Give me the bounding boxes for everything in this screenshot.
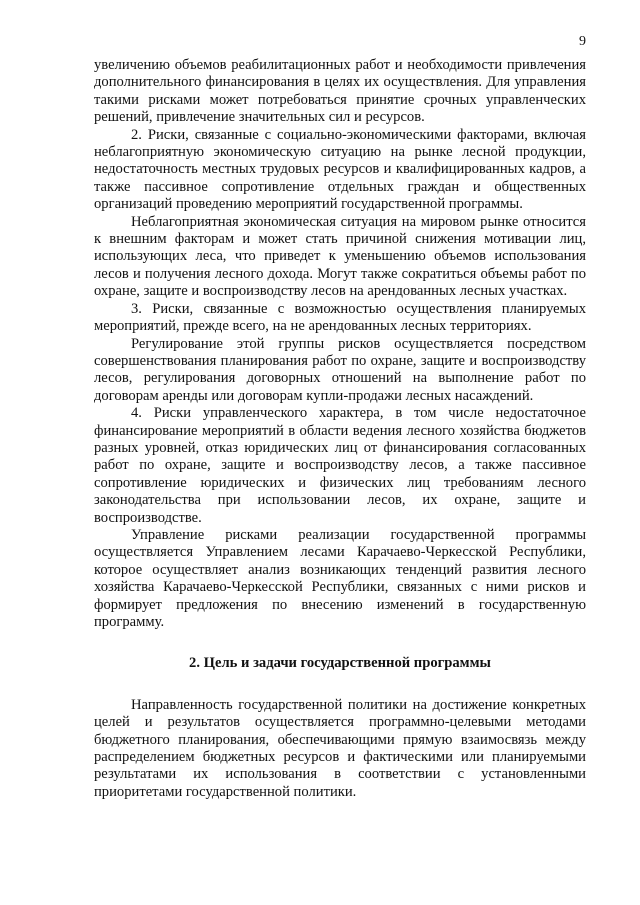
paragraph-policy: Направленность государственной политики на достижение конкретных целей и результатов осуществляется программно-целевыми методами бюджетного планирования, обеспечивающими прямую взаимосвязь между распределением бюджетных ресурсов и фактическими или планируемыми результатами их использования в соответствии с установленными приоритетами государственной политики.	[94, 696, 586, 800]
page-number: 9	[579, 34, 586, 49]
paragraph-economic-situation: Неблагоприятная экономическая ситуация на мировом рынке относится к внешним факторам и может стать причиной снижения мотивации лиц, использующих леса, что приведет к уменьшению объемов использования лесов и получения лесного дохода. Могут также сократиться объемы работ по охране, защите и воспроизводству лесов на арендованных лесных участках.	[94, 213, 586, 300]
paragraph-risk-2: 2. Риски, связанные с социально-экономическими факторами, включая неблагоприятную экономическую ситуацию на рынке лесной продукции, недостаточность местных трудовых ресурсов и квалифицированных кадров, а также пассивное сопротивление отдельных граждан и общественных организаций проведению мероприятий государственной программы.	[94, 126, 586, 213]
paragraph-risk-management: Управление рисками реализации государственной программы осуществляется Управлением лесами Карачаево-Черкесской Республики, которое осуществляет анализ возникающих тенденций развития лесного хозяйства Карачаево-Черкесской Республики, связанных с ними рисков и формирует предложения по внесению изменений в государственную программу.	[94, 526, 586, 630]
document-body	[94, 57, 586, 801]
section-heading: 2. Цель и задачи государственной программы	[189, 655, 491, 672]
paragraph-risk-4: 4. Риски управленческого характера, в том числе недостаточное финансирование мероприятий в области ведения лесного хозяйства бюджетов разных уровней, отказ юридических лиц от финансирования согласованных работ по охране, защите и воспроизводству лесов, а также пассивное сопротивление юридических и физических лиц требованиям лесного законодательства при использовании лесов, их охране, защите и воспроизводстве.	[94, 405, 586, 526]
paragraph-risk-3: 3. Риски, связанные с возможностью осуществления планируемых мероприятий, прежде всего, на не арендованных лесных территориях.	[94, 300, 586, 335]
paragraph-regulation: Регулирование этой группы рисков осуществляется посредством совершенствования планирования работ по охране, защите и воспроизводству лесов, регулирования договорных отношений на выполнение работ по договорам аренды или договорам купли-продажи лесных насаждений.	[94, 335, 586, 404]
paragraph-continuation: увеличению объемов реабилитационных работ и необходимости привлечения дополнительного финансирования в целях их осуществления. Для управления такими рисками может потребоваться принятие срочных управленческих решений, привлечение значительных сил и ресурсов.	[94, 57, 586, 126]
